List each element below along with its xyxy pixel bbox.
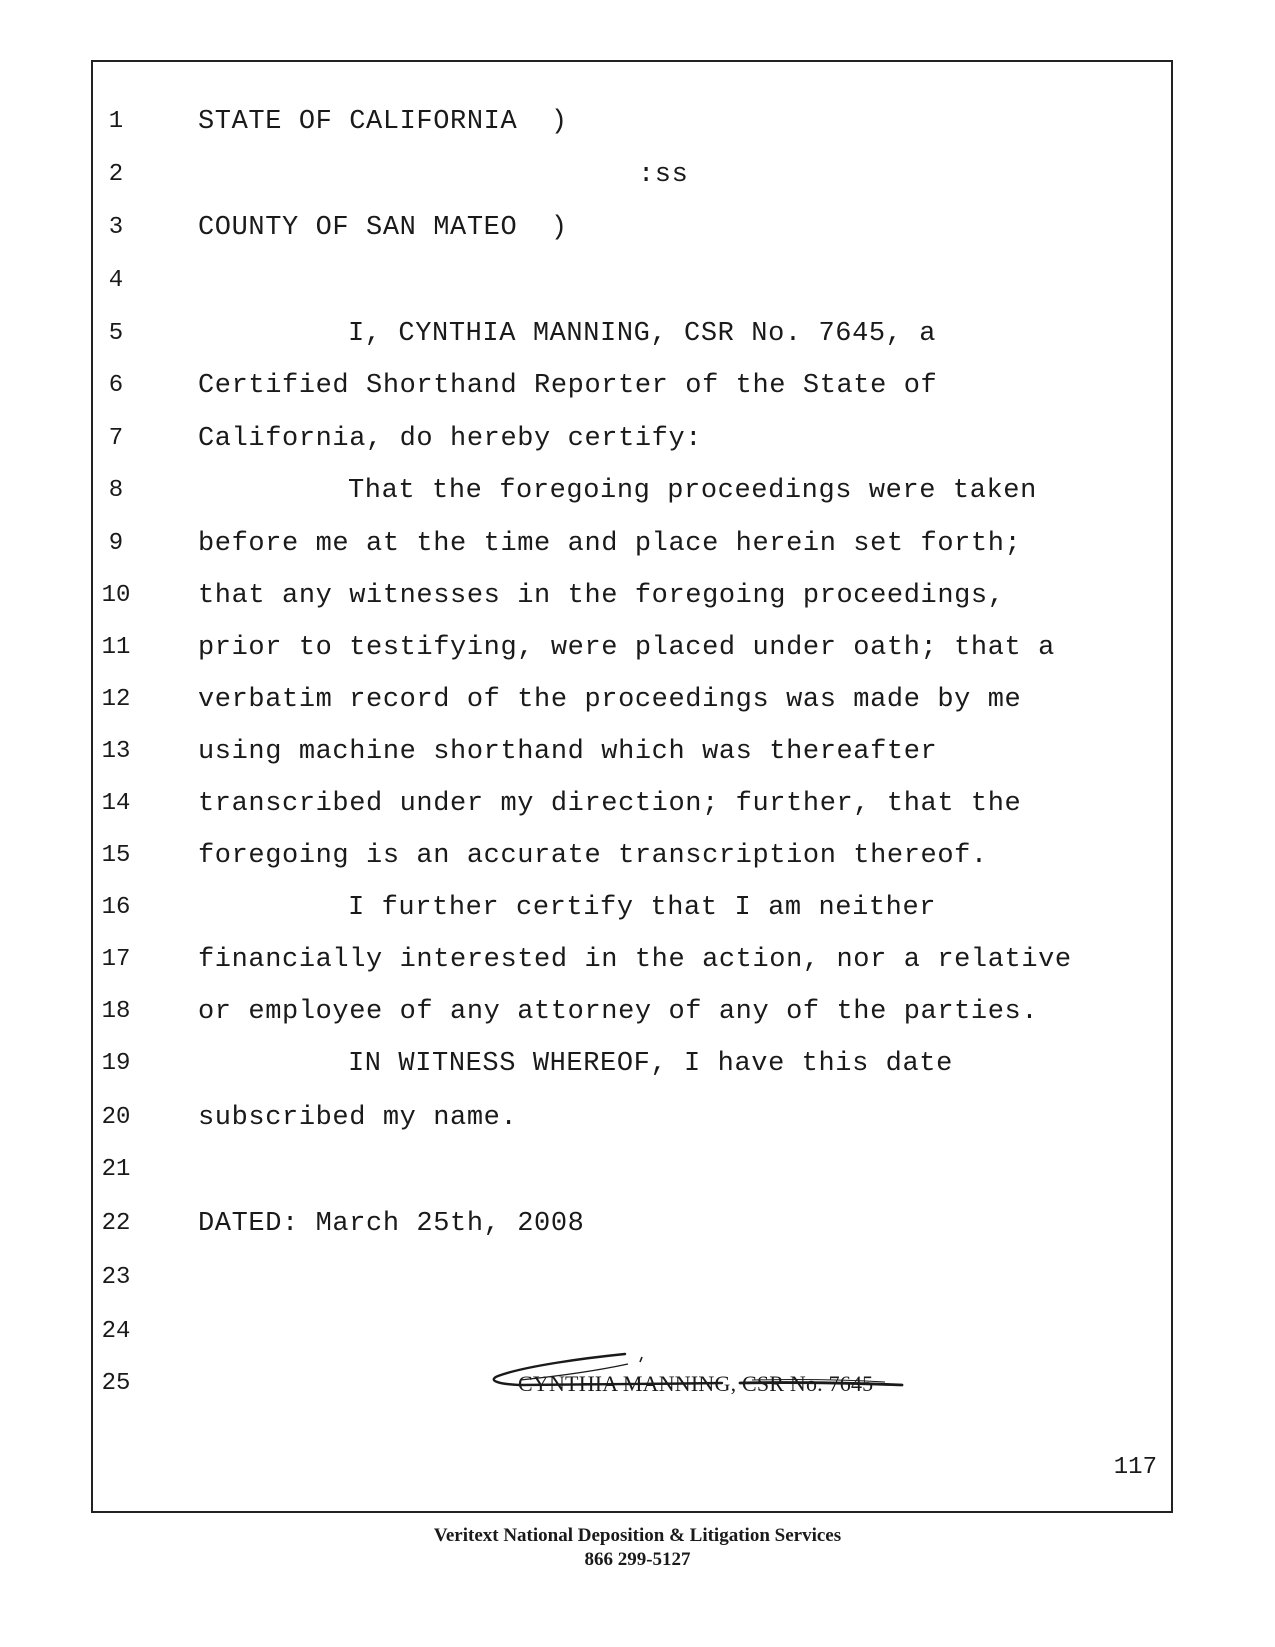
line-number: 20 bbox=[101, 1104, 131, 1131]
transcript-line bbox=[0, 992, 1275, 1032]
line-text: using machine shorthand which was thereafter bbox=[198, 737, 938, 767]
line-text: I further certify that I am neither bbox=[348, 893, 937, 923]
line-number: 19 bbox=[101, 1050, 131, 1077]
line-text: That the foregoing proceedings were taken bbox=[348, 476, 1037, 506]
line-text: before me at the time and place herein set forth; bbox=[198, 529, 1022, 559]
line-number: 10 bbox=[101, 582, 131, 609]
line-number: 17 bbox=[101, 946, 131, 973]
transcript-line bbox=[0, 1258, 1275, 1298]
line-number: 6 bbox=[108, 372, 124, 399]
transcript-line bbox=[0, 1204, 1275, 1244]
transcript-line bbox=[0, 471, 1275, 511]
transcript-line bbox=[0, 102, 1275, 142]
line-text: DATED: March 25th, 2008 bbox=[198, 1209, 585, 1239]
signature-name: CYNTHIA MANNING, CSR No. 7645 bbox=[518, 1371, 874, 1396]
line-text: financially interested in the action, nor a relative bbox=[198, 945, 1072, 975]
transcript-line bbox=[0, 208, 1275, 248]
transcript-line bbox=[0, 155, 1275, 195]
transcript-line bbox=[0, 1098, 1275, 1138]
line-number: 1 bbox=[108, 108, 124, 135]
line-number: 4 bbox=[108, 267, 124, 294]
line-text: COUNTY OF SAN MATEO ) bbox=[198, 213, 568, 243]
transcript-line bbox=[0, 261, 1275, 301]
line-text: subscribed my name. bbox=[198, 1103, 518, 1133]
line-text: IN WITNESS WHEREOF, I have this date bbox=[348, 1049, 953, 1079]
transcript-line bbox=[0, 419, 1275, 459]
line-number: 23 bbox=[101, 1264, 131, 1291]
line-number: 12 bbox=[101, 686, 131, 713]
line-number: 7 bbox=[108, 425, 124, 452]
line-text: I, CYNTHIA MANNING, CSR No. 7645, a bbox=[348, 319, 937, 349]
transcript-line bbox=[0, 628, 1275, 668]
transcript-line bbox=[0, 888, 1275, 928]
transcript-line bbox=[0, 680, 1275, 720]
line-text: prior to testifying, were placed under oath; that a bbox=[198, 633, 1055, 663]
transcript-line bbox=[0, 576, 1275, 616]
transcript-line bbox=[0, 836, 1275, 876]
line-number: 8 bbox=[108, 477, 124, 504]
line-text: Certified Shorthand Reporter of the State of bbox=[198, 371, 938, 401]
transcript-line bbox=[0, 784, 1275, 824]
line-number: 22 bbox=[101, 1210, 131, 1237]
ss-notation: :ss bbox=[638, 160, 689, 190]
line-number: 24 bbox=[101, 1318, 131, 1345]
line-number: 16 bbox=[101, 894, 131, 921]
transcript-line bbox=[0, 1150, 1275, 1190]
transcript-line bbox=[0, 1312, 1275, 1352]
line-text: California, do hereby certify: bbox=[198, 424, 703, 454]
transcript-line bbox=[0, 314, 1275, 354]
line-number: 2 bbox=[108, 161, 124, 188]
transcript-line bbox=[0, 366, 1275, 406]
line-text: or employee of any attorney of any of the parties. bbox=[198, 997, 1039, 1027]
line-text: that any witnesses in the foregoing proceedings, bbox=[198, 581, 1005, 611]
footer-company: Veritext National Deposition & Litigation Services bbox=[433, 1525, 842, 1546]
line-number: 13 bbox=[101, 738, 131, 765]
line-number: 18 bbox=[101, 998, 131, 1025]
signature-image bbox=[490, 1352, 920, 1402]
footer-phone: 866 299-5127 bbox=[584, 1549, 691, 1570]
line-number: 9 bbox=[108, 530, 124, 557]
line-number: 25 bbox=[101, 1370, 131, 1397]
transcript-line bbox=[0, 524, 1275, 564]
line-number: 15 bbox=[101, 842, 131, 869]
line-number: 14 bbox=[101, 790, 131, 817]
line-text: verbatim record of the proceedings was made by me bbox=[198, 685, 1022, 715]
line-text: foregoing is an accurate transcription thereof. bbox=[198, 841, 988, 871]
page-number: 117 bbox=[1113, 1454, 1157, 1481]
line-text: STATE OF CALIFORNIA ) bbox=[198, 107, 568, 137]
transcript-line bbox=[0, 1044, 1275, 1084]
line-number: 11 bbox=[101, 634, 131, 661]
transcript-line bbox=[0, 732, 1275, 772]
transcript-line bbox=[0, 940, 1275, 980]
line-text: transcribed under my direction; further, that the bbox=[198, 789, 1022, 819]
line-number: 21 bbox=[101, 1156, 131, 1183]
line-number: 5 bbox=[108, 320, 124, 347]
line-number: 3 bbox=[108, 214, 124, 241]
